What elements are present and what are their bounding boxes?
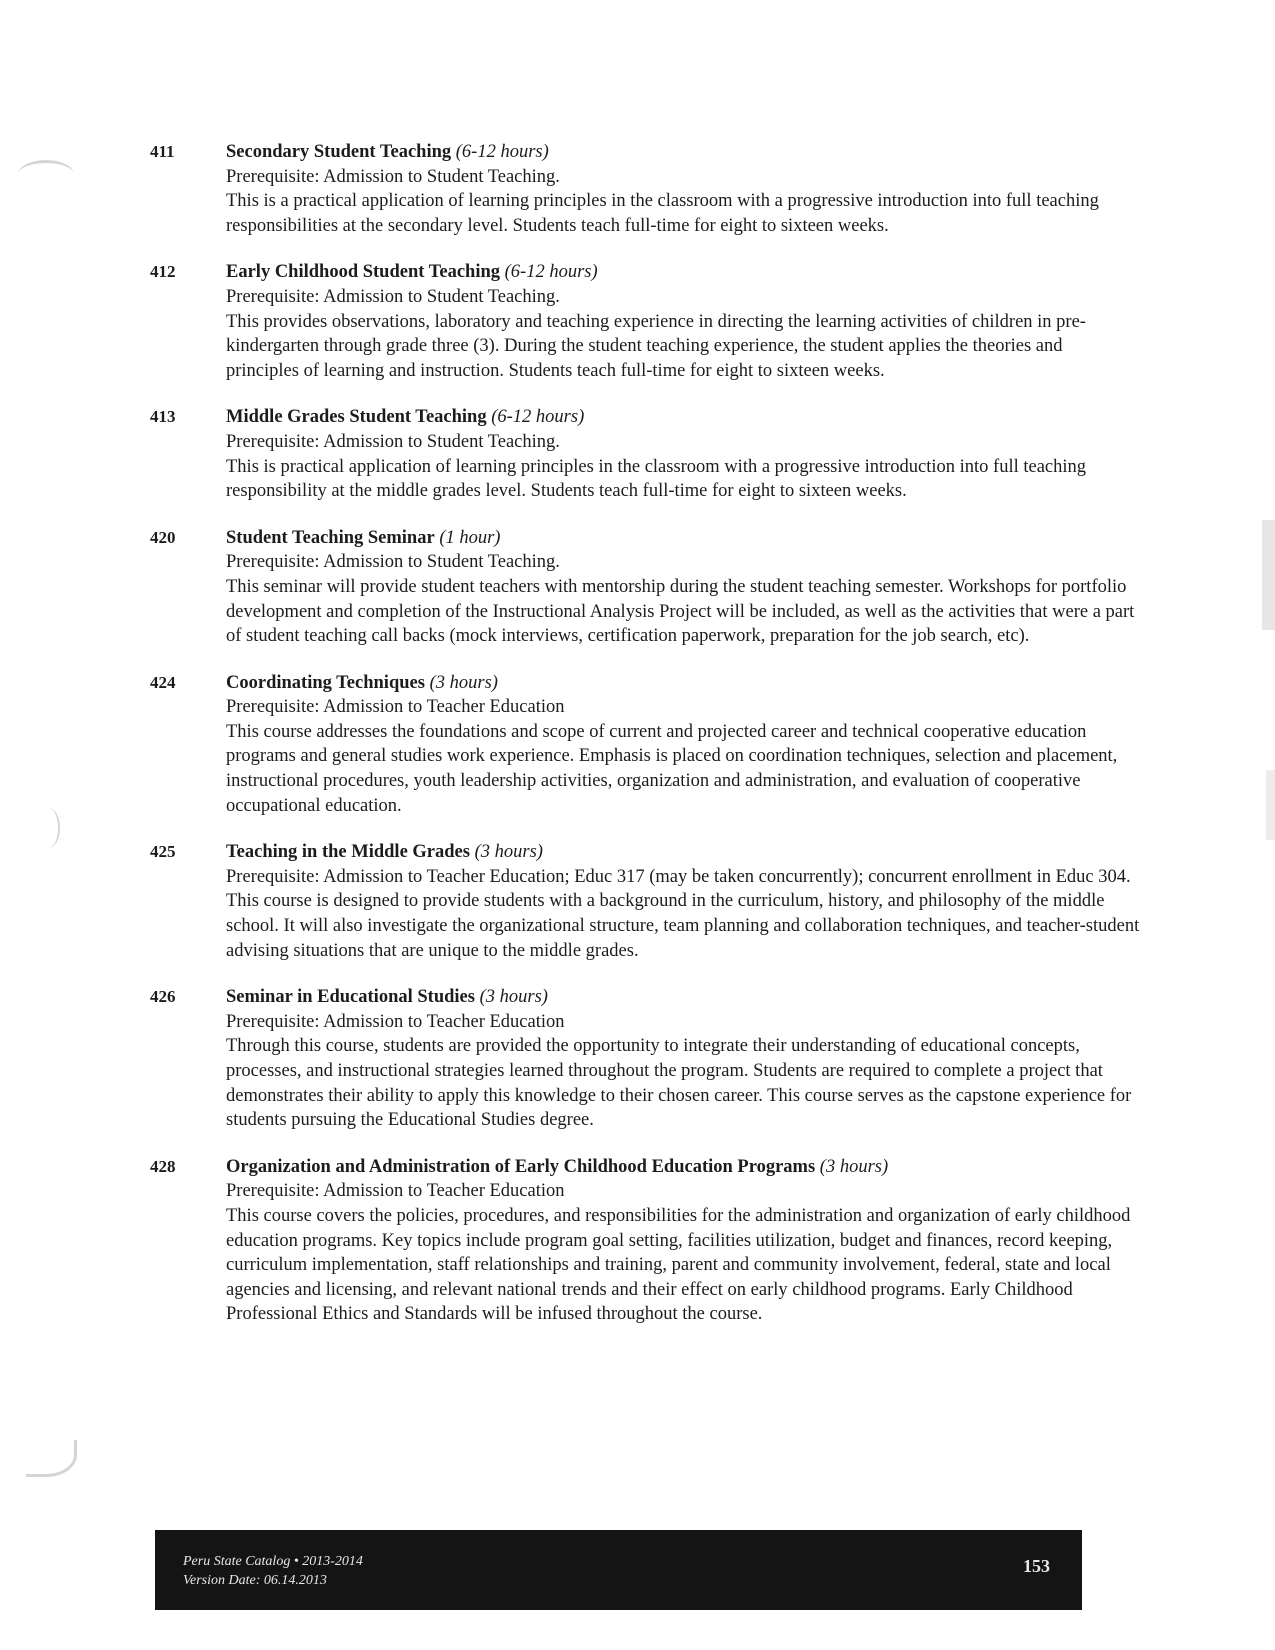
course-hours: (3 hours) <box>474 842 543 863</box>
course-description: This course addresses the foundations and scope of current and projected career and technical cooperative education programs and general studies work experience. Emphasis is placed on coordination techniques, selection and placement, instructional procedures, youth leadership activities, organization and administration, and evaluation of cooperative occupational education. <box>226 721 1118 816</box>
page-footer <box>155 1530 1082 1610</box>
page-number: 153 <box>1023 1556 1050 1576</box>
course-heading <box>226 526 1140 551</box>
course-number: 411 <box>150 142 175 161</box>
course-prerequisite: Prerequisite: Admission to Student Teaching. <box>226 552 560 573</box>
course-hours: (6-12 hours) <box>455 142 549 162</box>
course-prerequisite: Prerequisite: Admission to Teacher Education <box>226 1181 565 1202</box>
course-heading <box>226 405 1140 430</box>
course-entry-424 <box>150 671 1140 819</box>
course-prerequisite: Prerequisite: Admission to Student Teaching. <box>226 431 560 452</box>
course-prerequisite: Prerequisite: Admission to Teacher Education <box>226 1011 565 1032</box>
course-prerequisite: Prerequisite: Admission to Student Teaching. <box>226 286 560 307</box>
course-description: Through this course, students are provided the opportunity to integrate their understanding of educational concepts, processes, and instructional strategies learned throughout the program. Students are required to complete a project that demonstrates their ability to apply this knowledge to their chosen career. This course serves as the capstone experience for students pursuing the Educational Studies degree. <box>226 1036 1132 1131</box>
course-description: This seminar will provide student teachers with mentorship during the student teaching semester. Workshops for portfolio development and completion of the Instructional Analysis Project will be included, as well as the activities that were a part of student teaching call backs (mock interviews, certification paperwork, preparation for the job search, etc). <box>226 576 1135 647</box>
course-number: 426 <box>150 987 176 1007</box>
scan-artifact <box>1266 770 1275 840</box>
course-entry-425 <box>150 840 1140 963</box>
course-hours: (6-12 hours) <box>504 262 598 283</box>
course-hours: (3 hours) <box>479 987 548 1008</box>
course-hours: (3 hours) <box>429 672 498 693</box>
course-hours: (6-12 hours) <box>491 407 585 428</box>
course-description: This course covers the policies, procedures, and responsibilities for the administration and organization of early childhood education programs. Key topics include program goal setting, facilities utilization, budget and finances, record keeping, curriculum implementation, staff relationships and training, parent and community involvement, federal, state and local agencies and licensing, and relevant national trends and their effect on early childhood programs. Early Childhood Professional Ethics and Standards will be infused throughout the course. <box>226 1205 1131 1325</box>
course-description: This is a practical application of learning principles in the classroom with a progressive introduction into full teaching responsibilities at the secondary level. Students teach full-time for eight to sixteen weeks. <box>226 191 1099 236</box>
footer-catalog-info <box>183 1552 363 1590</box>
course-number: 428 <box>150 1156 176 1176</box>
course-heading <box>226 1155 1140 1180</box>
course-title: Seminar in Educational Studies <box>226 987 475 1008</box>
course-number: 420 <box>150 527 176 547</box>
course-hours: (3 hours) <box>819 1156 889 1177</box>
course-title: Early Childhood Student Teaching <box>226 262 500 283</box>
course-entry-413 <box>150 405 1140 503</box>
course-title: Coordinating Techniques <box>226 672 425 693</box>
course-list <box>150 140 1140 1349</box>
course-number: 424 <box>150 672 176 692</box>
scan-artifact <box>18 160 74 189</box>
course-hours: (1 hour) <box>439 527 501 548</box>
course-heading <box>226 840 1140 865</box>
course-number: 413 <box>150 407 176 427</box>
course-description: This provides observations, laboratory and teaching experience in directing the learning activities of children in pre-kindergarten through grade three (3). During the student teaching experience, the student applies the theories and principles of learning and instruction. Students teach full-time for eight to sixteen weeks. <box>226 311 1086 381</box>
scan-artifact <box>26 1440 77 1477</box>
course-description: This is practical application of learning principles in the classroom with a progressive introduction into full teaching responsibility at the middle grades level. Students teach full-time for eight to sixteen weeks. <box>226 456 1087 502</box>
course-title: Teaching in the Middle Grades <box>226 842 470 863</box>
course-prerequisite: Prerequisite: Admission to Teacher Education; Educ 317 (may be taken concurrently); concurrent enrollment in Educ 304. <box>226 866 1131 887</box>
scan-artifact <box>38 808 60 848</box>
course-entry-428 <box>150 1155 1140 1327</box>
course-title: Secondary Student Teaching <box>226 142 452 162</box>
course-heading <box>226 985 1140 1010</box>
course-prerequisite: Prerequisite: Admission to Student Teaching. <box>226 166 560 187</box>
course-description: This course is designed to provide students with a background in the curriculum, history, and philosophy of the middle school. It will also investigate the organizational structure, team planning and collaboration techniques, and teacher-student advising situations that are unique to the middle grades. <box>226 891 1140 961</box>
course-title: Student Teaching Seminar <box>226 527 435 548</box>
course-title: Middle Grades Student Teaching <box>226 407 487 428</box>
course-prerequisite: Prerequisite: Admission to Teacher Education <box>226 697 565 718</box>
footer-version-date: Version Date: 06.14.2013 <box>183 1573 327 1588</box>
scan-artifact <box>1262 520 1275 630</box>
course-number: 425 <box>150 842 176 862</box>
course-title: Organization and Administration of Early Childhood Education Programs <box>226 1156 816 1177</box>
course-entry-426 <box>150 985 1140 1133</box>
course-entry-412 <box>150 260 1140 383</box>
footer-catalog-title: Peru State Catalog • 2013-2014 <box>183 1554 363 1569</box>
course-heading <box>226 140 1140 165</box>
course-number: 412 <box>150 262 176 282</box>
course-entry-420 <box>150 526 1140 649</box>
course-heading <box>226 260 1140 285</box>
course-heading <box>226 671 1140 696</box>
course-entry-411 <box>150 140 1140 238</box>
